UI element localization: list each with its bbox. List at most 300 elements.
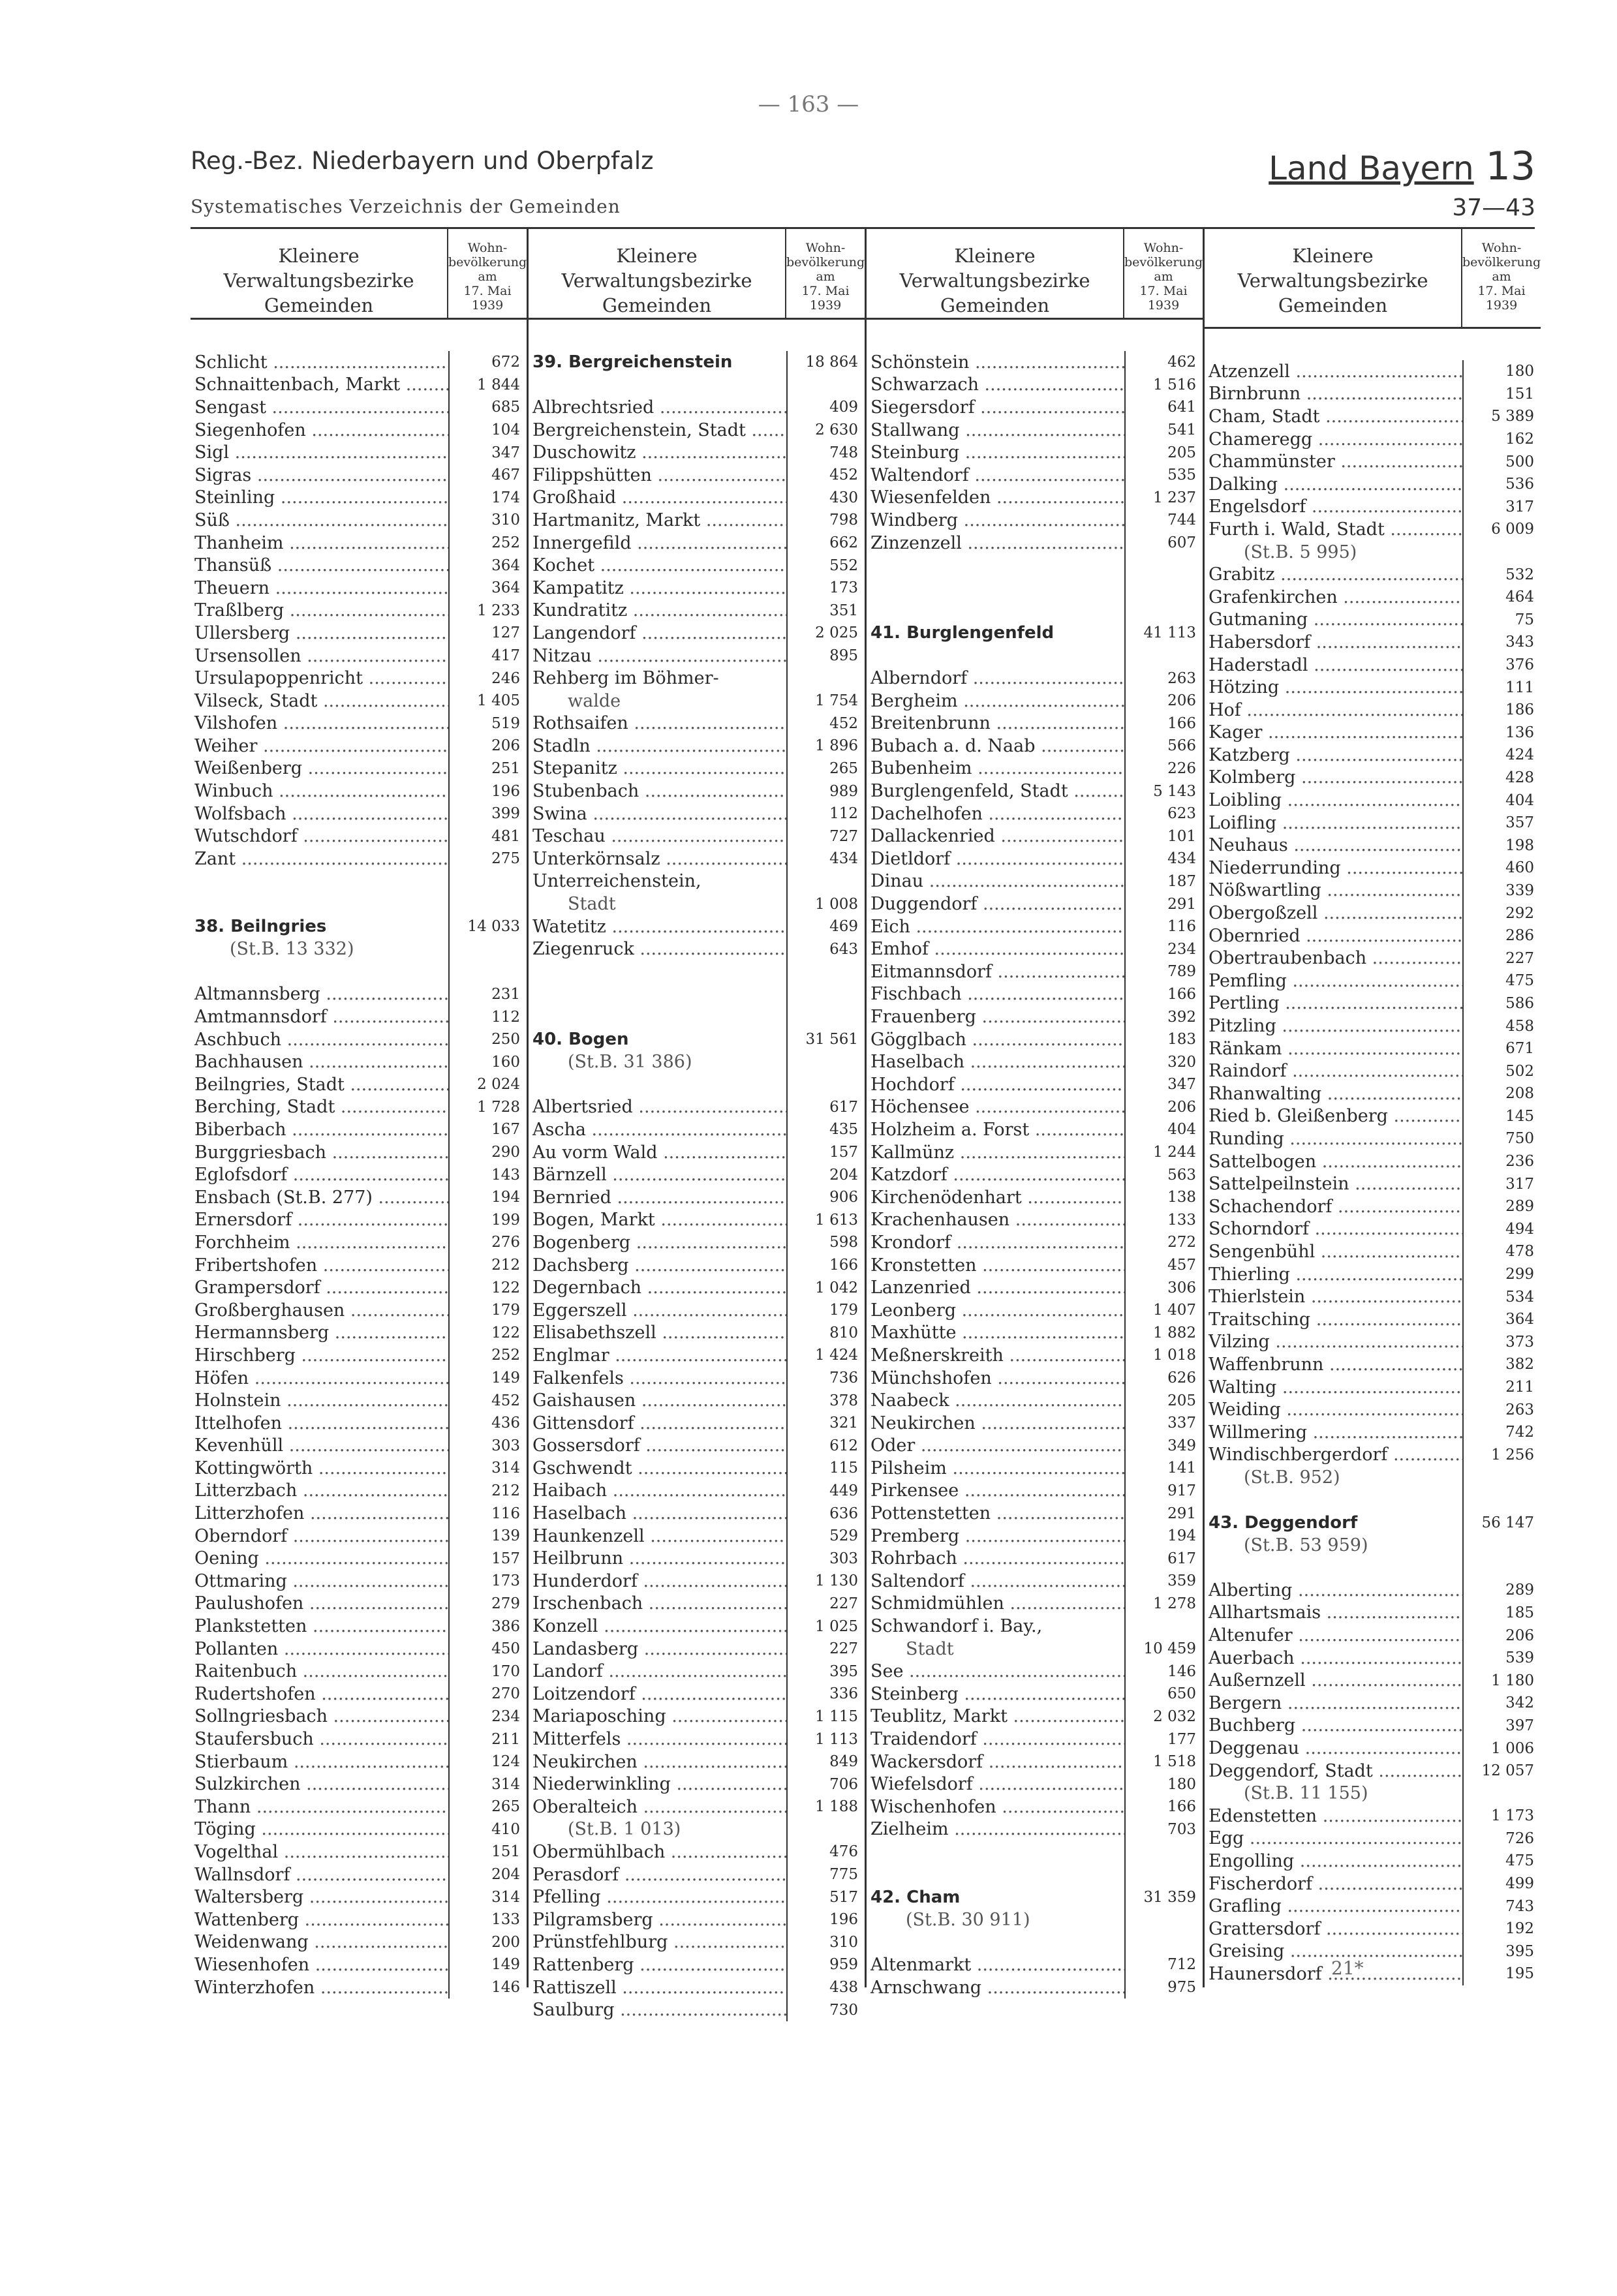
population-value: 206 — [1124, 690, 1203, 712]
municipality-name: (St.B. 53 959) — [1244, 1535, 1368, 1555]
table-row — [867, 712, 1203, 735]
population-value: 434 — [1124, 848, 1203, 870]
population-value: 744 — [1124, 509, 1203, 532]
municipality-name: Dachsberg ..... — [529, 1255, 786, 1276]
population-value — [1462, 541, 1541, 564]
table-row — [1205, 1918, 1541, 1940]
population-value — [1124, 577, 1203, 600]
municipality-name: Sollngriesbach ..... — [191, 1706, 448, 1726]
header-line: Kleinere — [1292, 245, 1374, 267]
municipality-name: Staufersbuch ..... — [191, 1729, 448, 1749]
table-row — [1205, 1195, 1541, 1218]
municipality-name: Ränkam ..... — [1205, 1039, 1462, 1059]
table-row — [529, 1050, 865, 1073]
table-row — [1205, 925, 1541, 947]
table-row — [867, 1254, 1203, 1277]
table-row — [191, 780, 527, 803]
population-value: 75 — [1462, 609, 1541, 632]
population-value — [448, 960, 527, 983]
table-row — [191, 1412, 527, 1435]
municipality-name: Chameregg ..... — [1205, 429, 1462, 450]
column-rows — [867, 320, 1203, 1998]
municipality-name: Maxhütte ..... — [867, 1323, 1124, 1343]
municipality-name: Schwandorf i. Bay., — [870, 1616, 1043, 1637]
municipality-name: Gschwendt ..... — [529, 1458, 786, 1478]
table-row — [1205, 1737, 1541, 1760]
population-value: 743 — [1462, 1895, 1541, 1918]
municipality-name: Ensbach (St.B. 277) ..... — [191, 1187, 448, 1208]
header-line: Gemeinden — [264, 294, 374, 316]
table-row — [1205, 541, 1541, 564]
municipality-name: Vogelthal ..... — [191, 1842, 448, 1862]
table-row — [191, 645, 527, 667]
population-value: 112 — [786, 803, 865, 825]
municipality-name: Egg ..... — [1205, 1828, 1462, 1848]
municipality-name: Habersdorf ..... — [1205, 632, 1462, 652]
population-value: 41 113 — [1124, 622, 1203, 645]
population-value — [1462, 1556, 1541, 1579]
table-row — [867, 1796, 1203, 1818]
table-row — [529, 825, 865, 848]
population-value — [786, 1073, 865, 1096]
population-value: 183 — [1124, 1028, 1203, 1051]
table-row — [529, 1547, 865, 1570]
municipality-name: Holnstein ..... — [191, 1390, 448, 1411]
table-row — [1205, 1127, 1541, 1150]
population-value: 196 — [786, 1908, 865, 1931]
municipality-name: Ullersberg ..... — [191, 623, 448, 643]
document-subtitle: Systematisches Verzeichnis der Gemeinden — [191, 196, 621, 217]
population-value: 292 — [1462, 902, 1541, 925]
population-value: 1 006 — [1462, 1737, 1541, 1760]
table-row — [529, 1570, 865, 1593]
municipality-name: Eglofsdorf ..... — [191, 1165, 448, 1185]
population-value: 672 — [448, 351, 527, 374]
page-number: — 163 — — [758, 91, 859, 117]
header-line: Wohn- — [1143, 241, 1184, 255]
population-value: 475 — [1462, 1850, 1541, 1873]
population-value: 347 — [1124, 1073, 1203, 1096]
municipality-name: Hötzing ..... — [1205, 677, 1462, 697]
population-value — [786, 667, 865, 690]
municipality-name: Premberg ..... — [867, 1526, 1124, 1546]
population-value: 1 244 — [1124, 1141, 1203, 1164]
municipality-name: Gossersdorf ..... — [529, 1435, 786, 1456]
municipality-name: Höfen ..... — [191, 1368, 448, 1388]
population-value: 1 896 — [786, 735, 865, 758]
population-value: 149 — [448, 1953, 527, 1976]
municipality-name: Neukirchen ..... — [867, 1413, 1124, 1433]
table-row — [867, 532, 1203, 555]
municipality-name: Kronstetten ..... — [867, 1255, 1124, 1276]
state-name: Land Bayern — [1269, 149, 1474, 187]
header-line: 17. Mai 1939 — [463, 284, 512, 313]
table-row — [1205, 1647, 1541, 1670]
table-row — [867, 1276, 1203, 1299]
population-value: 56 147 — [1462, 1511, 1541, 1534]
municipality-name: Innergefild ..... — [529, 533, 786, 553]
table-row — [867, 1683, 1203, 1706]
municipality-name: Grafling ..... — [1205, 1896, 1462, 1916]
municipality-name: Willmering ..... — [1205, 1422, 1462, 1443]
table-row — [1205, 383, 1541, 406]
municipality-name: Eich ..... — [867, 917, 1124, 937]
population-value: 742 — [1462, 1421, 1541, 1444]
municipality-name: Kevenhüll ..... — [191, 1435, 448, 1456]
municipality-name: Lanzenried ..... — [867, 1278, 1124, 1298]
municipality-name: Loibling ..... — [1205, 790, 1462, 810]
municipality-name: Langendorf ..... — [529, 623, 786, 643]
table-row — [867, 396, 1203, 419]
population-value: 409 — [786, 396, 865, 419]
population-value: 1 516 — [1124, 374, 1203, 397]
table-row — [529, 870, 865, 893]
table-row — [529, 1344, 865, 1367]
municipality-name: Waltendorf ..... — [867, 465, 1124, 485]
municipality-name: Loifling ..... — [1205, 813, 1462, 833]
table-row — [529, 1163, 865, 1186]
population-value: 151 — [448, 1841, 527, 1863]
population-value: 706 — [786, 1773, 865, 1796]
population-value — [1124, 645, 1203, 667]
municipality-name: Hirschberg ..... — [191, 1345, 448, 1366]
municipality-name: Ried b. Gleißenberg ..... — [1205, 1106, 1462, 1126]
municipality-name: 41. Burglengenfeld — [870, 623, 1055, 643]
municipality-name: Schmidmühlen ..... — [867, 1593, 1124, 1614]
municipality-name: Duggendorf ..... — [867, 894, 1124, 914]
municipality-name: Schachendorf ..... — [1205, 1197, 1462, 1217]
table-row — [867, 1660, 1203, 1683]
table-row — [1205, 1895, 1541, 1918]
population-value: 617 — [786, 1096, 865, 1119]
municipality-name: Theuern ..... — [191, 578, 448, 598]
population-value: 404 — [1124, 1118, 1203, 1141]
population-value: 617 — [1124, 1547, 1203, 1570]
municipality-name: Obertraubenbach ..... — [1205, 948, 1462, 968]
population-value: 205 — [1124, 1389, 1203, 1412]
municipality-name: Gittensdorf ..... — [529, 1413, 786, 1433]
population-value: 959 — [786, 1953, 865, 1976]
municipality-name: Niederwinkling ..... — [529, 1774, 786, 1794]
table-row — [191, 1638, 527, 1661]
table-row — [1205, 970, 1541, 992]
population-value: 462 — [1124, 351, 1203, 374]
table-row — [1205, 586, 1541, 609]
table-row — [191, 938, 527, 960]
population-value: 650 — [1124, 1683, 1203, 1706]
population-value: 173 — [786, 577, 865, 600]
header-line: 17. Mai 1939 — [1139, 284, 1188, 313]
table-row — [1205, 722, 1541, 744]
population-value: 211 — [448, 1728, 527, 1751]
table-row — [191, 1028, 527, 1051]
population-value: 206 — [1124, 1096, 1203, 1119]
population-value: 499 — [1462, 1873, 1541, 1895]
municipality-name: Katzdorf ..... — [867, 1165, 1124, 1185]
table-row — [867, 1096, 1203, 1119]
table-row — [191, 1435, 527, 1458]
municipality-name: Pemfling ..... — [1205, 971, 1462, 991]
municipality-name: Thansüß ..... — [191, 555, 448, 575]
district-row — [529, 1028, 865, 1051]
header-district-label — [1205, 229, 1461, 327]
population-value: 351 — [786, 600, 865, 622]
population-value: 1 173 — [1462, 1805, 1541, 1828]
table-row — [867, 1773, 1203, 1796]
table-row — [867, 825, 1203, 848]
table-row — [1205, 1940, 1541, 1963]
population-value: 536 — [1462, 473, 1541, 496]
population-value: 424 — [1462, 744, 1541, 767]
population-value: 166 — [1124, 712, 1203, 735]
municipality-name: Großberghausen ..... — [191, 1300, 448, 1321]
table-row — [867, 1706, 1203, 1728]
population-value: 179 — [786, 1299, 865, 1322]
table-row — [191, 419, 527, 442]
table-row — [867, 1593, 1203, 1615]
municipality-name: Sengenbühl ..... — [1205, 1242, 1462, 1262]
population-value: 435 — [786, 1118, 865, 1141]
population-value — [786, 1818, 865, 1841]
municipality-name: Dallackenried ..... — [867, 826, 1124, 846]
table-row — [529, 1322, 865, 1345]
population-value: 18 864 — [786, 351, 865, 374]
table-row — [1205, 699, 1541, 722]
population-value: 212 — [448, 1254, 527, 1277]
population-value: 481 — [448, 825, 527, 848]
municipality-name: Kampatitz ..... — [529, 578, 786, 598]
header-district-label — [191, 229, 447, 318]
population-value: 364 — [448, 554, 527, 577]
population-value: 246 — [448, 667, 527, 690]
municipality-name: Arnschwang ..... — [867, 1978, 1124, 1998]
municipality-name: Ziegenruck ..... — [529, 939, 786, 959]
population-value: 1 844 — [448, 374, 527, 397]
municipality-name: Hochdorf ..... — [867, 1075, 1124, 1095]
population-value: 452 — [786, 712, 865, 735]
population-value: 275 — [448, 848, 527, 870]
population-value: 410 — [448, 1818, 527, 1841]
population-value: 170 — [448, 1660, 527, 1683]
table-row — [529, 803, 865, 825]
population-value: 290 — [448, 1141, 527, 1164]
population-value: 641 — [1124, 396, 1203, 419]
population-value — [1124, 1841, 1203, 1863]
population-value: 173 — [448, 1570, 527, 1593]
table-row — [191, 1953, 527, 1976]
table-row — [867, 1953, 1203, 1976]
table-row — [867, 1570, 1203, 1593]
table-row — [1205, 1037, 1541, 1060]
population-value: 310 — [786, 1931, 865, 1954]
table-row — [1205, 880, 1541, 902]
table-row — [867, 554, 1203, 577]
population-value: 289 — [1462, 1195, 1541, 1218]
population-value: 476 — [786, 1841, 865, 1863]
population-value: 303 — [448, 1435, 527, 1458]
municipality-name: Pirkensee ..... — [867, 1480, 1124, 1501]
table-row — [529, 1953, 865, 1976]
population-value: 145 — [1462, 1105, 1541, 1128]
population-value: 320 — [1124, 1050, 1203, 1073]
municipality-name: Ascha ..... — [529, 1120, 786, 1140]
table-row — [1205, 1218, 1541, 1241]
population-value: 364 — [1462, 1308, 1541, 1331]
municipality-name: Schnaittenbach, Markt ..... — [191, 375, 448, 395]
header-line: am — [816, 269, 835, 284]
table-row — [867, 1908, 1203, 1931]
table-row — [191, 1818, 527, 1841]
municipality-name: Deggendorf, Stadt ..... — [1205, 1761, 1462, 1781]
population-value: 194 — [1124, 1525, 1203, 1548]
table-row — [191, 1525, 527, 1548]
municipality-name: Chammünster ..... — [1205, 452, 1462, 472]
column-header — [529, 229, 865, 320]
population-value: 200 — [448, 1931, 527, 1954]
municipality-name: Grafenkirchen ..... — [1205, 587, 1462, 607]
table-row — [191, 351, 527, 374]
municipality-name: Großhaid ..... — [529, 487, 786, 508]
header-line: bevölkerung — [1124, 255, 1203, 269]
table-row — [191, 1480, 527, 1503]
table-row — [529, 1615, 865, 1638]
table-row — [1205, 518, 1541, 541]
table-row — [1205, 1715, 1541, 1737]
table-row — [867, 960, 1203, 983]
table-row — [1205, 1421, 1541, 1444]
population-value: 5 143 — [1124, 780, 1203, 803]
table-row — [191, 1683, 527, 1706]
population-value: 502 — [1462, 1060, 1541, 1082]
population-value: 598 — [786, 1231, 865, 1254]
table-row — [191, 1141, 527, 1164]
municipality-name: Niederrunding ..... — [1205, 858, 1462, 878]
table-row — [867, 1299, 1203, 1322]
municipality-name: Vilseck, Stadt ..... — [191, 691, 448, 711]
population-value: 810 — [786, 1322, 865, 1345]
table-row — [529, 938, 865, 960]
municipality-name: Greising ..... — [1205, 1941, 1462, 1961]
municipality-name: Runding ..... — [1205, 1129, 1462, 1149]
population-value: 133 — [1124, 1209, 1203, 1232]
table-row — [529, 419, 865, 442]
table-row — [191, 441, 527, 464]
table-row — [529, 848, 865, 870]
municipality-name: Frauenberg ..... — [867, 1007, 1124, 1027]
table-row — [1205, 1850, 1541, 1873]
municipality-name: Atzenzell ..... — [1205, 361, 1462, 382]
municipality-name: Neuhaus ..... — [1205, 835, 1462, 855]
municipality-name: Obergoßzell ..... — [1205, 903, 1462, 923]
population-value: 517 — [786, 1886, 865, 1908]
municipality-name: Watetitz ..... — [529, 917, 786, 937]
municipality-name: Burglengenfeld, Stadt ..... — [867, 781, 1124, 801]
table-row — [1205, 1489, 1541, 1512]
municipality-name: Rehberg im Böhmer- — [532, 668, 719, 689]
population-value: 236 — [1462, 1150, 1541, 1173]
municipality-name: Fischbach ..... — [867, 984, 1124, 1004]
population-value: 386 — [448, 1615, 527, 1638]
table-row — [191, 1976, 527, 1999]
header-line: Wohn- — [805, 241, 846, 255]
population-value: 563 — [1124, 1163, 1203, 1186]
municipality-name: Schlicht ..... — [191, 352, 448, 373]
population-value: 166 — [1124, 983, 1203, 1006]
table-row — [191, 870, 527, 893]
population-value: 157 — [448, 1547, 527, 1570]
table-row — [191, 577, 527, 600]
table-row — [867, 1480, 1203, 1503]
population-value: 141 — [1124, 1457, 1203, 1480]
table-row — [529, 1728, 865, 1751]
municipality-name: Deggenau ..... — [1205, 1738, 1462, 1758]
municipality-name: Kundratitz ..... — [529, 600, 786, 620]
municipality-name: Ittelhofen ..... — [191, 1413, 448, 1433]
table-row — [1205, 1805, 1541, 1828]
table-row — [1205, 563, 1541, 586]
municipality-name: Pilgramsberg ..... — [529, 1910, 786, 1930]
table-row — [867, 1525, 1203, 1548]
table-row — [529, 1706, 865, 1728]
table-row — [529, 1073, 865, 1096]
municipality-name: Heilbrunn ..... — [529, 1548, 786, 1569]
table-row — [191, 1570, 527, 1593]
population-value: 342 — [1462, 1692, 1541, 1715]
population-value: 364 — [448, 577, 527, 600]
table-row — [867, 351, 1203, 374]
header-line: bevölkerung — [786, 255, 865, 269]
municipality-name: Birnbrunn ..... — [1205, 384, 1462, 404]
table-column — [1203, 229, 1541, 1987]
municipality-name: See ..... — [867, 1661, 1124, 1681]
population-value: 226 — [1124, 758, 1203, 780]
table-row — [867, 464, 1203, 487]
population-value — [448, 893, 527, 915]
population-value: 31 359 — [1124, 1886, 1203, 1908]
table-row — [1205, 1263, 1541, 1286]
population-value: 685 — [448, 396, 527, 419]
table-row — [867, 1028, 1203, 1051]
table-row — [1205, 767, 1541, 789]
municipality-name: Mitterfels ..... — [529, 1729, 786, 1749]
population-value: 467 — [448, 464, 527, 487]
population-value: 136 — [1462, 722, 1541, 744]
population-value: 975 — [1124, 1976, 1203, 1999]
municipality-name: Bergern ..... — [1205, 1693, 1462, 1713]
state-number: 13 — [1485, 144, 1535, 189]
municipality-name: Filippshütten ..... — [529, 465, 786, 485]
population-value: 272 — [1124, 1231, 1203, 1254]
population-value: 1 754 — [786, 690, 865, 712]
population-value: 535 — [1124, 464, 1203, 487]
population-value: 1 405 — [448, 690, 527, 712]
population-value — [786, 983, 865, 1006]
municipality-name: Amtmannsdorf ..... — [191, 1007, 448, 1027]
municipality-name: Grabitz ..... — [1205, 564, 1462, 585]
column-rows — [529, 320, 865, 2021]
population-value: 111 — [1462, 676, 1541, 699]
population-value: 712 — [1124, 1953, 1203, 1976]
municipality-name: Elisabethszell ..... — [529, 1323, 786, 1343]
header-line: 17. Mai 1939 — [801, 284, 850, 313]
population-value — [1124, 1863, 1203, 1886]
population-value: 115 — [786, 1457, 865, 1480]
municipality-name: Stadln ..... — [529, 736, 786, 756]
population-value: 133 — [448, 1908, 527, 1931]
population-value: 251 — [448, 758, 527, 780]
population-value: 458 — [1462, 1015, 1541, 1037]
table-row — [1205, 947, 1541, 970]
